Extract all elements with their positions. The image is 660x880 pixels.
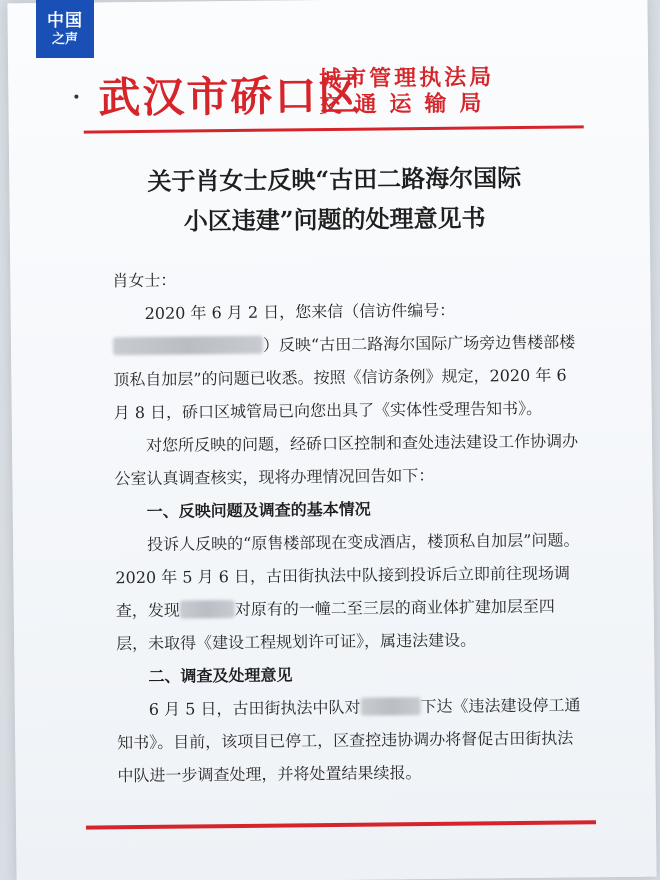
redacted-party-name [180,600,235,619]
paragraph-1 [112,292,583,429]
paragraph-4-start: 6 月 5 日，古田街执法中队对 [148,697,361,719]
logo-line-1: 中国 [47,10,83,31]
title-line-1: 关于肖女士反映“古田二路海尔国际 [147,163,522,196]
footer-red-rule [86,820,596,829]
section-2-heading: 二、调查及处理意见 [148,665,293,686]
paragraph-4 [117,688,588,792]
document-page [7,0,656,880]
letterhead-bureaus [319,64,560,119]
ink-dot [74,95,78,99]
salutation: 肖女士： [112,270,177,291]
paragraph-3 [115,523,586,660]
document-body [112,259,588,792]
bureau-line-1: 城市管理执法局 [319,64,495,93]
paragraph-1-end: ）反映“古田二路海尔国际广场旁边售楼部楼顶私自加层”的问题已收悉。按照《信访条例》规定，2020 年 6 月 8 日，硚口区城管局已向您出具了《实体性受理告知书》。 [113,332,576,423]
paragraph-1-start: 2020 年 6 月 2 日，您来信（信访件编号： [144,300,456,323]
document-title [89,157,580,242]
letterhead-city: 武汉市硚口区 [98,70,363,123]
voice-of-china-logo [36,0,94,58]
title-line-2: 小区违建”问题的处理意见书 [183,203,486,236]
paragraph-3-start: 投诉人反映的“原售楼部现在变成酒店，楼顶私自加层”问题。2020 年 5 月 6 日，古田街执法中队接到投诉后立即前往现场调查，发现 [115,530,580,621]
paragraph-4-end: 下达《违法建设停工通知书》。目前，该项目已停工，区查控违协调办将督促古田街执法中队进一步调查处理，并将处置结果续报。 [117,695,581,786]
redacted-case-number [113,336,263,356]
section-1-heading: 一、反映问题及调查的基本情况 [146,499,371,521]
paragraph-2: 对您所反映的问题，经硚口区控制和查处违法建设工作协调办公室认真调查核实，现将办理情况回告如下： [114,431,579,489]
redacted-party-name-2 [360,697,420,716]
paragraph-3-end: 对原有的一幢二至三层的商业体扩建加层至四层，未取得《建设工程规划许可证》，属违法建设。 [116,596,555,654]
letterhead [83,63,584,130]
bureau-line-2: 交通运输局 [319,90,495,119]
logo-line-2: 之声 [51,31,78,47]
